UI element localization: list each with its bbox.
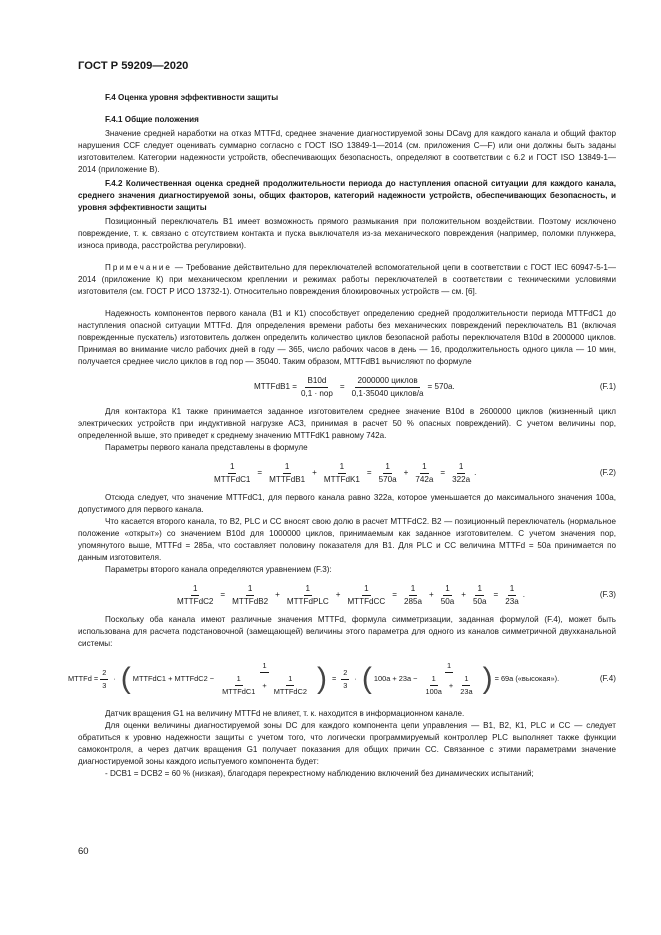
denominator: 50a [472,596,487,606]
formula-f2 [78,458,616,488]
fraction [377,461,399,486]
note-label: Примечание [105,263,172,272]
numerator: 1 [304,583,313,596]
section-heading-f4: F.4 Оценка уровня эффективности защиты [105,93,279,102]
fraction [216,660,313,698]
equals-sign: = [493,590,499,599]
denominator: 3 [343,680,348,690]
formula-number: (F.3) [599,590,616,599]
numerator: 1 [260,660,268,673]
equals-sign: = [440,468,446,477]
numerator: 1 [383,461,392,474]
denominator: MTTFdC1 [214,474,251,484]
fraction [419,660,478,698]
fraction [471,583,489,608]
fraction [220,673,257,698]
denominator: MTTFdB2 [232,596,269,606]
equals-sign: = [339,382,345,391]
fraction [285,583,331,608]
denominator: 23a [460,687,473,696]
formula-f1 [78,372,616,402]
f4-lhs: MTTFd = [68,674,99,683]
numerator: 1 [462,673,470,686]
compound-denominator [419,673,478,698]
denominator: MTTFdC2 [177,596,214,606]
paragraph: Значение средней наработки на отказ MTTFd, среднее значение диагностируемой зоны DCavg для каждого канала и общий фактор нарушения CCF следует оценивать суммарно согласно с ГОСТ ISO 13849-1—2014 (см. приложения С—F) или они должны быть заданы изготовителем. Категории надежности устройств, обеспечивающих безопасность, определяют в соответствии с 6.2 и ГОСТ ISO 13849-1—2014 (приложение В). [78,129,616,174]
fraction [458,673,474,698]
paragraph: Для оценки величины диагностируемой зоны DC для каждого компонента цепи управления — В1, В2, К1, PLC и СС — следует обратиться к уровню надежности защиты с учетом того, что логически программируемый контроллер PLC выполняет также функции самоконтроля, а через датчик вращения G1 получает показания для общих причин СС. Связанное с этими параметрами значение диагностируемой зоны каждого испытуемого компонента будет: [78,721,616,766]
multiply-sign: · [113,674,116,683]
compound-denominator [216,673,313,698]
fraction [299,375,335,400]
numerator: 1 [443,583,452,596]
page-content [68,92,616,780]
denominator: MTTFdCC [347,596,386,606]
fraction [175,583,215,608]
denominator: MTTFdK1 [323,474,360,484]
numerator: 1 [362,583,371,596]
f4-term-c: 100a + 23a − [373,674,418,683]
period: . [474,468,477,477]
numerator: 1 [283,461,292,474]
numerator: 1 [246,583,255,596]
numerator: 1 [457,461,466,474]
fraction [350,375,426,400]
formula-f3 [78,580,616,610]
plus-sign: + [428,590,434,599]
plus-sign: + [448,680,454,690]
period: . [522,590,525,599]
formula-f1-expression [254,372,455,402]
numerator: 1 [445,660,453,673]
plus-sign: + [275,590,280,599]
paragraph: Отсюда следует, что значение MTTFdC1, для первого канала равно 322а, которое уменьшается до максимального значения 100а, допустимого для первого канала. [78,493,616,514]
f1-lhs: MTTFdB1 = [254,382,297,391]
document-header: ГОСТ Р 59209—2020 [78,60,189,72]
numerator: 1 [420,461,429,474]
f1-denominator-2: 0,1·35040 циклов/a [351,388,424,398]
numerator: 1 [430,673,438,686]
section-heading-f42: F.4.2 Количественная оценка средней продолжительности периода до наступления опасной ситуации для каждого канала, среднего значения диагностируемой зоны, общих факторов, категорий надежности устройств, обеспечивающих безопасность, и уровня эффективности защиты [78,179,616,212]
formula-f2-expression [210,458,476,488]
denominator: 3 [102,680,107,690]
f4-result: = 69a («высокая»). [494,674,560,683]
plus-sign: + [335,590,341,599]
numerator: 1 [409,583,418,596]
paragraph: Датчик вращения G1 на величину MTTFd не влияет, т. к. находится в информационном канале. [105,709,465,718]
numerator: 1 [228,461,237,474]
denominator: MTTFdC1 [222,687,256,696]
formula-number: (F.2) [599,468,616,477]
equals-sign: = [366,468,372,477]
denominator: 570a [378,474,397,484]
formula-f3-expression [173,580,525,610]
fraction [100,667,108,692]
denominator: 100a [425,687,442,696]
multiply-sign: · [354,674,357,683]
numerator: 1 [508,583,517,596]
formula-f4 [68,656,616,702]
f4-term-a: MTTFdC1 + MTTFdC2 − [132,674,215,683]
fraction [439,583,457,608]
paragraph: Параметры второго канала определяются уравнением (F.3): [105,565,332,574]
denominator: MTTFdC2 [273,687,307,696]
fraction [272,673,309,698]
section-heading-f41: F.4.1 Общие положения [105,115,199,124]
fraction [402,583,424,608]
list-item: - DCB1 = DCB2 = 60 % (низкая), благодаря перекрестному наблюдению включений без динамических испытаний; [105,769,534,778]
fraction [341,667,349,692]
denominator: 50a [440,596,455,606]
plus-sign: + [403,468,409,477]
fraction [413,461,435,486]
formula-number: (F.1) [599,382,616,391]
formula-f4-expression: MTTFd = $\frac{2}{3}$ · ( MTTFdC1 + MTTFdC2 − 1 1 MTTFdC1 + 1 MTTFdC2 ) = $\frac{2}{3}$ · ( 100a + 23a − 1 $\frac{1}{100a}$ + $\frac{1}{23a}$ ) = 69a («высокая»). [68,661,560,696]
plus-sign: + [461,590,466,599]
page-number: 60 [78,846,89,857]
paragraph: Поскольку оба канала имеют различные значения MTTFd, формула симметризации, заданная формулой (F.4), может быть использована для расчета подстановочной (замещающей) величины этого параметра для одного из каналов симметричной двухканальной системы: [78,615,616,648]
equals-sign: = [331,674,337,683]
fraction [450,461,472,486]
numerator: 1 [475,583,484,596]
f1-numerator-2: 2000000 циклов [355,375,419,388]
numerator: 1 [338,461,347,474]
fraction [230,583,270,608]
fraction [345,583,387,608]
f1-denominator: 0,1 · nop [300,388,333,398]
paragraph: Надежность компонентов первого канала (В1 и К1) способствует определению средней продолжительности периода MTTFdC1 до наступления опасной ситуации MTTFd. Для определения времени работы без механических повреждений переключатель В1 (включая поврежденные пускатель) изготовитель должен определить количество циклов безопасной работы переключателя B10d в 2000000 циклов. Принимая во внимание число рабочих дней в году — 365, число рабочих часов в день — 16, продолжительность одного цикла — 10 мин, получается среднее число циклов в год nop — 35040. Таким образом, MTTFdB1 вычисляют по формуле [78,309,616,366]
denominator: MTTFdPLC [286,596,329,606]
paragraph: Параметры первого канала представлены в формуле [105,443,308,452]
denominator: MTTFdB1 [269,474,306,484]
plus-sign: + [262,680,267,690]
note-text: — Требование действительно для переключателей вспомогательной цепи в соответствии с ГОСТ IEC 60947-5-1—2014 (приложение К) при механическом креплении и режимах работы переключателей в соответствии с техническими условиями изготовителя (см. ГОСТ Р ИСО 13732-1). Относительно повреждения блокировочных устройств — см. [6]. [78,263,616,296]
numerator: 2 [341,667,349,680]
equals-sign: = [220,590,226,599]
denominator: 322a [452,474,471,484]
equals-sign: = [392,590,397,599]
fraction [212,461,252,486]
denominator: 23a [505,596,519,606]
note-paragraph [78,262,616,298]
numerator: 1 [286,673,294,686]
equals-sign: = [257,468,263,477]
paragraph: Для контактора К1 также принимается заданное изготовителем среднее значение B10d в 2600000 циклов (жизненный цикл электрических устройств при индуктивной нагрузке АС3, принимая в расчет 50 % опасных повреждений). С учетом величины nop, определенной выше, это приведет к среднему значению MTTFdK1 равному 742а. [78,407,616,440]
fraction [503,583,521,608]
plus-sign: + [312,468,317,477]
denominator: 285a [403,596,422,606]
fraction [322,461,362,486]
paragraph: Позиционный переключатель В1 имеет возможность прямого размыкания при положительном воздействии. Поэтому исключено повреждение, т. к. связано с отсутствием контакта и пуска выключателя из-за механического повреждения (например, поломки плунжера, износа привода, расстройства регулировки). [78,217,616,250]
paragraph: Что касается второго канала, то В2, PLC и СС вносят свою долю в расчет MTTFdC2. В2 — позиционный переключатель (нормальное положение «открыт») со значением B10d для 1000000 циклов, принимаемым как заданное изготовителем. С учетом значения nop, упомянутого выше, MTTFd = 285a, что составляет половину показателя для В1. Для PLC и СС величина MTTFd = 50a принимается по данным изготовителя. [78,517,616,562]
f1-numerator: B10d [305,375,328,388]
numerator: 1 [235,673,243,686]
formula-number: (F.4) [599,674,616,683]
numerator: 2 [100,667,108,680]
f1-result: = 570a. [427,382,455,391]
denominator: 742a [415,474,434,484]
fraction [267,461,307,486]
numerator: 1 [191,583,200,596]
fraction [423,673,443,698]
